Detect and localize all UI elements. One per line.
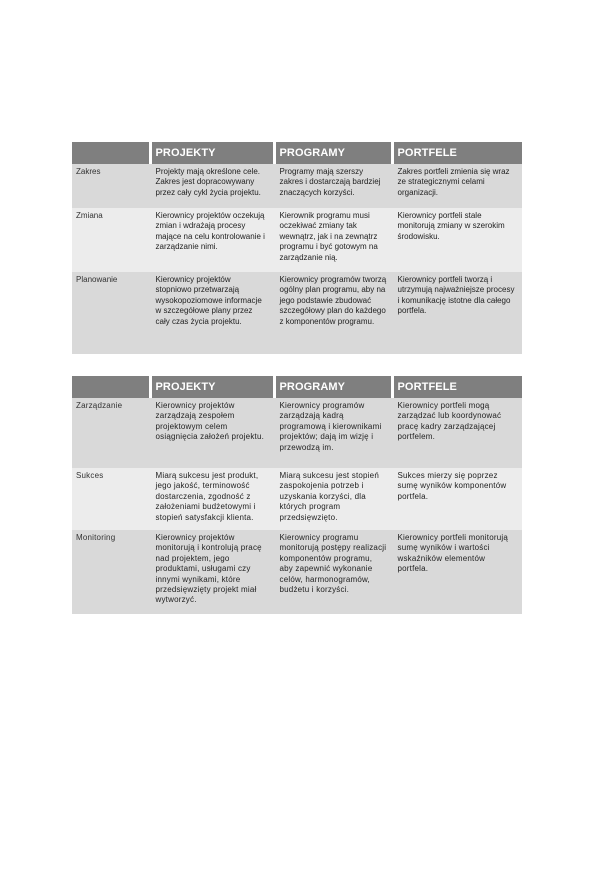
header-programy: PROGRAMY — [274, 376, 392, 398]
cell-projekty: Kierownicy projektów zarządzają zespołem projektowym celem osiągnięcia założeń projektu. — [150, 398, 274, 468]
cell-portfele: Kierownicy portfeli tworzą i utrzymują najważniejsze procesy i komunikację istotne dla całego portfela. — [392, 272, 522, 354]
row-label: Zmiana — [72, 208, 150, 272]
cell-portfele: Kierownicy portfeli monitorują sumę wyników i wartości wskaźników elementów portfela. — [392, 530, 522, 614]
cell-programy: Programy mają szerszy zakres i dostarczają bardziej znaczących korzyści. — [274, 164, 392, 208]
table-row-zarzadzanie — [72, 398, 522, 468]
header-empty — [72, 141, 150, 164]
cell-programy: Kierownicy programu monitorują postępy realizacji komponentów programu, aby zapewnić wykonanie celów, harmonogramów, budżetu i korzyści. — [274, 530, 392, 614]
cell-portfele: Kierownicy portfeli stale monitorują zmiany w szerokim środowisku. — [392, 208, 522, 272]
header-portfele: PORTFELE — [392, 376, 522, 398]
row-label: Zarządzanie — [72, 398, 150, 468]
row-label: Planowanie — [72, 272, 150, 354]
header-projekty: PROJEKTY — [150, 376, 274, 398]
cell-portfele: Sukces mierzy się poprzez sumę wyników komponentów portfela. — [392, 468, 522, 530]
cell-programy: Kierownicy programów zarządzają kadrą programową i kierownikami projektów; dają im wizję i przewodzą im. — [274, 398, 392, 468]
header-empty — [72, 376, 150, 398]
comparison-table-1 — [72, 140, 522, 354]
header-portfele: PORTFELE — [392, 141, 522, 164]
header-row — [72, 141, 522, 164]
cell-programy: Kierownicy programów tworzą ogólny plan programu, aby na jego podstawie zbudować szczegółowy plan do każdego z komponentów programu. — [274, 272, 392, 354]
header-projekty: PROJEKTY — [150, 141, 274, 164]
table-row-zmiana — [72, 208, 522, 272]
cell-portfele: Zakres portfeli zmienia się wraz ze strategicznymi celami organizacji. — [392, 164, 522, 208]
table-row-monitoring — [72, 530, 522, 614]
header-row — [72, 376, 522, 398]
comparison-table-2 — [72, 376, 522, 614]
row-label: Monitoring — [72, 530, 150, 614]
table-row-planowanie — [72, 272, 522, 354]
cell-portfele: Kierownicy portfeli mogą zarządzać lub koordynować pracę kadry zarządzającej portfelem. — [392, 398, 522, 468]
cell-programy: Miarą sukcesu jest stopień zaspokojenia potrzeb i uzyskania korzyści, dla których program przedsięwzięto. — [274, 468, 392, 530]
row-label: Zakres — [72, 164, 150, 208]
table-row-zakres — [72, 164, 522, 208]
cell-projekty: Kierownicy projektów monitorują i kontrolują pracę nad projektem, jego produktami, usługami czy innymi wynikami, które przedsięwzięty projekt miał wytworzyć. — [150, 530, 274, 614]
cell-projekty: Projekty mają określone cele. Zakres jest dopracowywany przez cały cykl życia projektu. — [150, 164, 274, 208]
cell-projekty: Miarą sukcesu jest produkt, jego jakość, terminowość dostarczenia, zgodność z założeniami budżetowymi i stopień satysfakcji klienta. — [150, 468, 274, 530]
cell-projekty: Kierownicy projektów stopniowo przetwarzają wysokopoziomowe informacje w szczegółowe plany przez cały czas życia projektu. — [150, 272, 274, 354]
cell-projekty: Kierownicy projektów oczekują zmian i wdrażają procesy mające na celu kontrolowanie i zarządzanie nimi. — [150, 208, 274, 272]
table-row-sukces — [72, 468, 522, 530]
cell-programy: Kierownik programu musi oczekiwać zmiany tak wewnątrz, jak i na zewnątrz programu i być gotowym na zarządzanie nią. — [274, 208, 392, 272]
row-label: Sukces — [72, 468, 150, 530]
header-programy: PROGRAMY — [274, 141, 392, 164]
